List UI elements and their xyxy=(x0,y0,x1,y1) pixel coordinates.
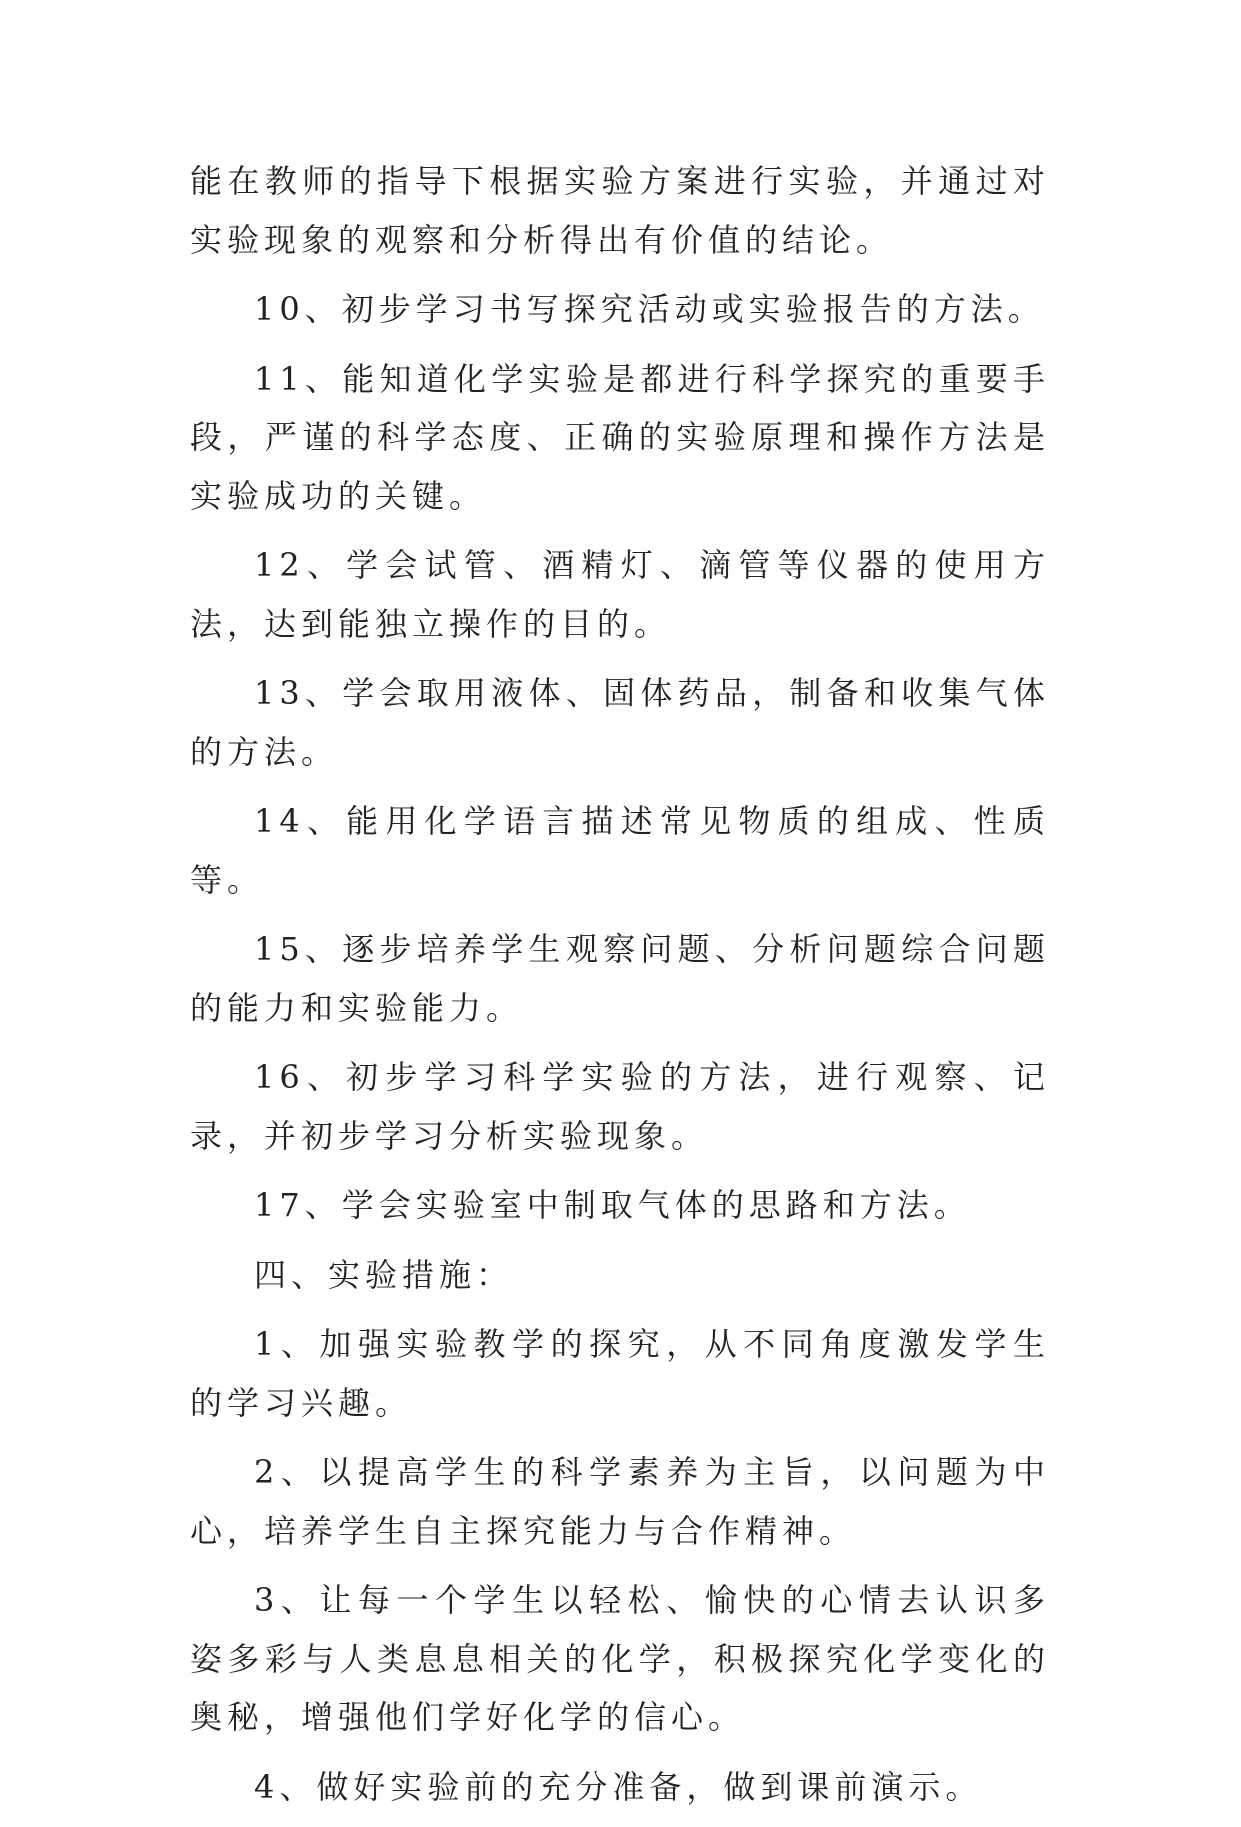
measure-item-3: 3、让每一个学生以轻松、愉快的心情去认识多姿多彩与人类息息相关的化学，积极探究化学变化的奥秘，增强他们学好化学的信心。 xyxy=(190,1581,1050,1736)
paragraph-item-13: 13、学会取用液体、固体药品，制备和收集气体的方法。 xyxy=(190,674,1050,771)
paragraph-item-12: 12、学会试管、酒精灯、滴管等仪器的使用方法，达到能独立操作的目的。 xyxy=(190,546,1050,643)
document-body xyxy=(190,152,1050,1827)
measure-item-1: 1、加强实验教学的探究，从不同角度激发学生的学习兴趣。 xyxy=(190,1325,1050,1422)
paragraph-item-14: 14、能用化学语言描述常见物质的组成、性质等。 xyxy=(190,802,1050,899)
paragraph-item-10: 10、初步学习书写探究活动或实验报告的方法。 xyxy=(254,290,1045,328)
section-heading-measures: 四、实验措施： xyxy=(254,1255,514,1294)
paragraph-item-16: 16、初步学习科学实验的方法，进行观察、记录，并初步学习分析实验现象。 xyxy=(190,1058,1050,1155)
measure-item-2: 2、以提高学生的科学素养为主旨，以问题为中心，培养学生自主探究能力与合作精神。 xyxy=(190,1453,1050,1550)
paragraph-continuation: 能在教师的指导下根据实验方案进行实验，并通过对实验现象的观察和分析得出有价值的结论。 xyxy=(190,162,1050,259)
paragraph-item-11: 11、能知道化学实验是都进行科学探究的重要手段，严谨的科学态度、正确的实验原理和操作方法是实验成功的关键。 xyxy=(190,359,1050,515)
paragraph-item-17: 17、学会实验室中制取气体的思路和方法。 xyxy=(254,1186,971,1224)
measure-item-4: 4、做好实验前的充分准备，做到课前演示。 xyxy=(254,1767,983,1806)
paragraph-item-15: 15、逐步培养学生观察问题、分析问题综合问题的能力和实验能力。 xyxy=(190,930,1050,1027)
